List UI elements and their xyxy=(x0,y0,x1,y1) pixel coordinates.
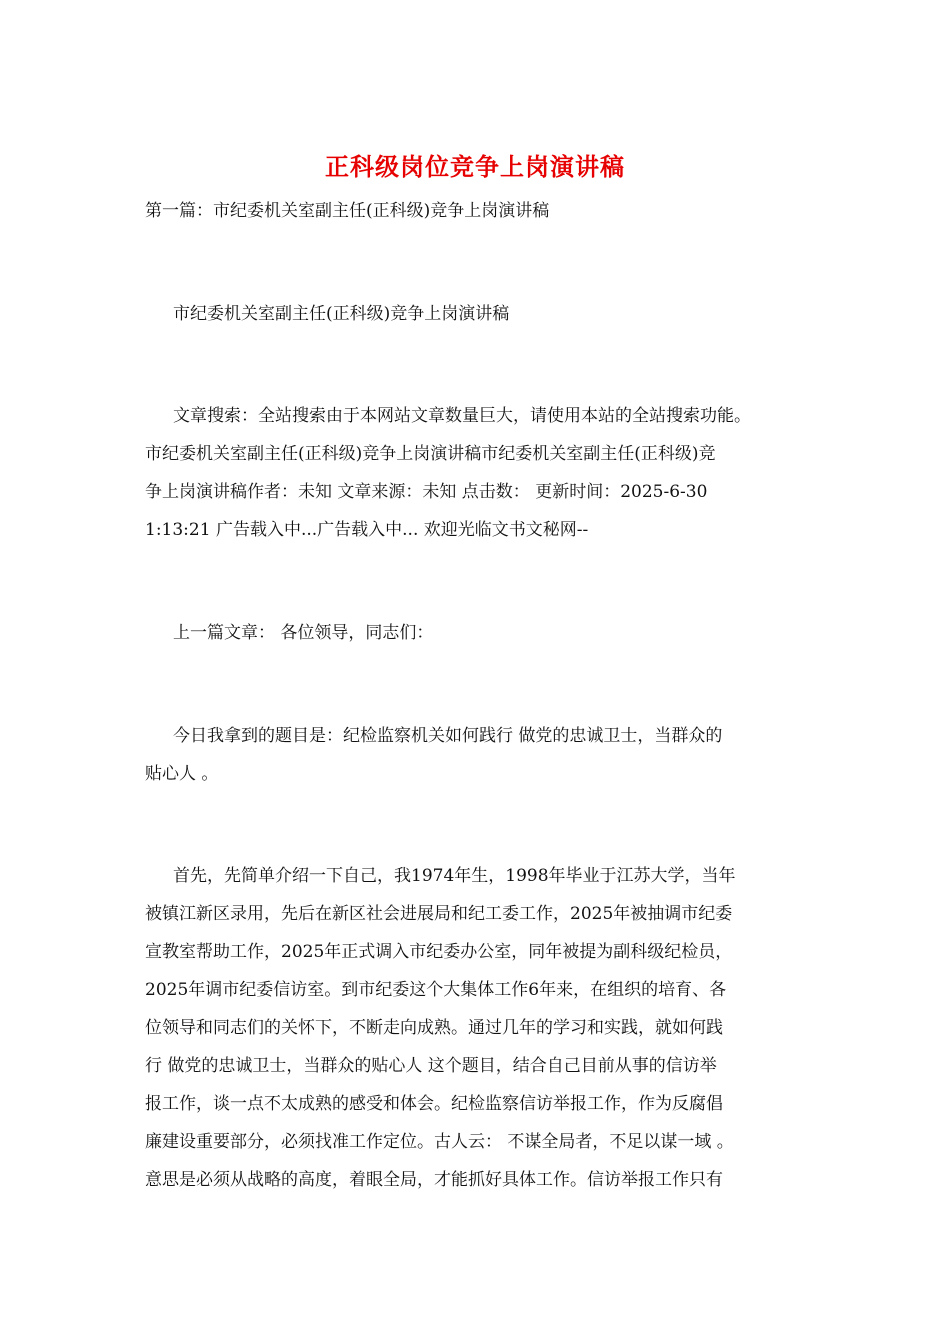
paragraph-line: 宣教室帮助工作，2025年正式调入市纪委办公室，同年被提为副科级纪检员， xyxy=(145,942,733,962)
paragraph-line: 首先，先简单介绍一下自己，我1974年生，1998年毕业于江苏大学，当年 xyxy=(173,866,736,886)
paragraph-line: 意思是必须从战略的高度，着眼全局，才能抓好具体工作。信访举报工作只有 xyxy=(145,1170,723,1190)
article-heading: 市纪委机关室副主任(正科级)竞争上岗演讲稿 xyxy=(173,304,510,324)
paragraph-line: 2025年调市纪委信访室。到市纪委这个大集体工作6年来，在组织的培育、各 xyxy=(145,980,727,1000)
paragraph-line: 1:13:21 广告载入中...广告载入中... 欢迎光临文书文秘网-- xyxy=(145,520,589,540)
paragraph-line: 贴心人 。 xyxy=(145,764,219,784)
chapter-heading: 第一篇：市纪委机关室副主任(正科级)竞争上岗演讲稿 xyxy=(145,201,550,221)
paragraph-line: 上一篇文章： 各位领导，同志们： xyxy=(173,623,434,643)
paragraph-line: 文章搜索：全站搜索由于本网站文章数量巨大，请使用本站的全站搜索功能。 xyxy=(173,406,751,426)
paragraph-line: 行 做党的忠诚卫士，当群众的贴心人 这个题目，结合自己目前从事的信访举 xyxy=(145,1056,717,1076)
paragraph-line: 被镇江新区录用，先后在新区社会进展局和纪工委工作，2025年被抽调市纪委 xyxy=(145,904,733,924)
paragraph-line: 报工作，谈一点不太成熟的感受和体会。纪检监察信访举报工作，作为反腐倡 xyxy=(145,1094,723,1114)
paragraph-line: 争上岗演讲稿作者：未知 文章来源：未知 点击数： 更新时间：2025-6-30 xyxy=(145,482,708,502)
paragraph-line: 市纪委机关室副主任(正科级)竞争上岗演讲稿市纪委机关室副主任(正科级)竞 xyxy=(145,444,716,464)
paragraph-line: 今日我拿到的题目是：纪检监察机关如何践行 做党的忠诚卫士，当群众的 xyxy=(173,726,723,746)
paragraph-line: 位领导和同志们的关怀下，不断走向成熟。通过几年的学习和实践，就如何践 xyxy=(145,1018,723,1038)
paragraph-line: 廉建设重要部分，必须找准工作定位。古人云： 不谋全局者，不足以谋一域 。 xyxy=(145,1132,734,1152)
document-title: 正科级岗位竞争上岗演讲稿 xyxy=(325,152,625,181)
